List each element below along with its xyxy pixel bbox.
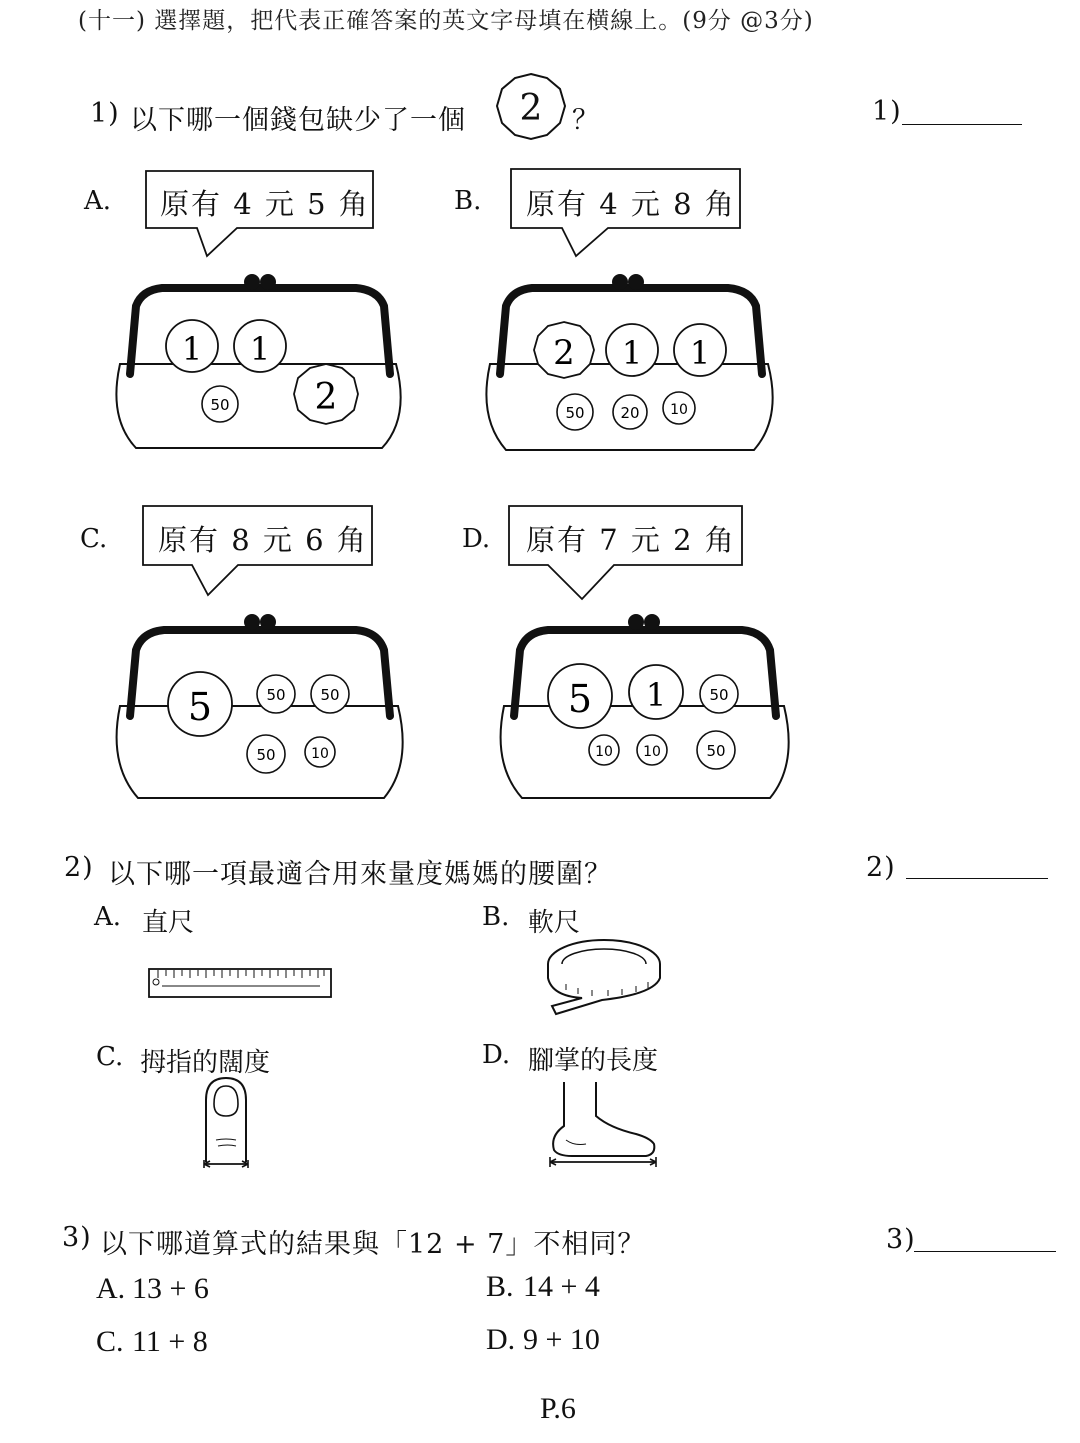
q2-option-a-label: 直尺 — [142, 908, 195, 938]
svg-text:50: 50 — [706, 742, 726, 760]
q1-option-c-purse — [112, 606, 410, 802]
foot-icon — [546, 1080, 660, 1170]
svg-text:50: 50 — [266, 686, 286, 704]
question-1-mark: ？ — [572, 105, 600, 136]
svg-text:1: 1 — [645, 676, 667, 714]
svg-text:1: 1 — [689, 334, 711, 372]
q1-option-a-letter: A. — [84, 186, 112, 216]
tape-measure-icon — [542, 934, 664, 1018]
q3-option-d-letter: D. — [486, 1323, 516, 1356]
svg-text:10: 10 — [643, 744, 661, 760]
q2-option-d-letter: D. — [482, 1040, 511, 1070]
question-1-text: 以下哪一個錢包缺少了一個 — [130, 105, 466, 136]
question-2-number: 2) — [64, 852, 94, 883]
answer-2-label: 2) — [866, 852, 896, 883]
q2-option-a-letter: A. — [94, 902, 122, 932]
section-header: (十一) 選擇題，把代表正確答案的英文字母填在横線上。(9分 @3分) — [78, 8, 814, 34]
q1-option-d-bubble-text: 原有 7 元 2 角 — [526, 523, 736, 557]
q1-option-d-purse — [494, 606, 796, 802]
q3-option-a-letter: A. — [96, 1272, 126, 1305]
q3-option-c-expr: 11 + 8 — [132, 1325, 208, 1358]
page-number: P.6 — [540, 1392, 576, 1425]
svg-text:10: 10 — [311, 746, 329, 762]
q2-option-c-label: 拇指的闊度 — [140, 1048, 271, 1078]
q1-option-b-bubble-text: 原有 4 元 8 角 — [526, 187, 736, 221]
svg-text:10: 10 — [670, 402, 688, 418]
q2-option-b-label: 軟尺 — [528, 908, 581, 938]
q1-option-b-purse — [480, 266, 780, 456]
svg-text:50: 50 — [709, 686, 729, 704]
q1-option-a-bubble-text: 原有 4 元 5 角 — [160, 187, 370, 221]
svg-text:2: 2 — [519, 88, 543, 129]
svg-text:10: 10 — [595, 744, 613, 760]
svg-text:1: 1 — [181, 330, 203, 368]
svg-text:20: 20 — [620, 404, 640, 422]
q1-option-b-letter: B. — [454, 186, 482, 216]
svg-text:1: 1 — [621, 334, 643, 372]
answer-1-label: 1) — [872, 96, 902, 127]
question-3-number: 3) — [62, 1222, 92, 1253]
answer-2-blank[interactable] — [906, 878, 1048, 879]
q2-option-b-letter: B. — [482, 902, 510, 932]
svg-text:1: 1 — [249, 330, 271, 368]
svg-text:50: 50 — [256, 746, 276, 764]
svg-text:50: 50 — [320, 686, 340, 704]
question-3-text: 以下哪道算式的結果與「12 + 7」不相同？ — [100, 1229, 646, 1260]
q1-option-d-letter: D. — [462, 524, 491, 554]
svg-text:5: 5 — [187, 685, 213, 729]
q3-option-a-expr: 13 + 6 — [132, 1272, 209, 1305]
svg-text:50: 50 — [210, 396, 230, 414]
svg-text:5: 5 — [567, 677, 593, 721]
q3-option-d-expr: 9 + 10 — [523, 1323, 600, 1356]
q2-option-c-letter: C. — [96, 1042, 124, 1072]
ruler-icon — [148, 966, 334, 1000]
question-1-number: 1) — [90, 98, 120, 129]
svg-text:2: 2 — [314, 377, 338, 418]
answer-3-blank[interactable] — [914, 1251, 1056, 1252]
q3-option-c-letter: C. — [96, 1325, 124, 1358]
q1-option-c-bubble-text: 原有 8 元 6 角 — [158, 523, 368, 557]
question-2-text: 以下哪一項最適合用來量度媽媽的腰圍？ — [108, 859, 612, 890]
q2-option-d-label: 腳掌的長度 — [528, 1046, 659, 1076]
q3-option-b-expr: 14 + 4 — [523, 1270, 600, 1303]
answer-3-label: 3) — [886, 1224, 916, 1255]
two-dollar-coin-icon — [494, 72, 568, 142]
answer-1-blank[interactable] — [902, 124, 1022, 125]
thumb-icon — [198, 1076, 254, 1174]
q1-option-c-letter: C. — [80, 524, 108, 554]
svg-text:50: 50 — [565, 404, 585, 422]
q1-option-a-purse — [112, 266, 408, 456]
svg-text:2: 2 — [553, 333, 575, 373]
q3-option-b-letter: B. — [486, 1270, 514, 1303]
